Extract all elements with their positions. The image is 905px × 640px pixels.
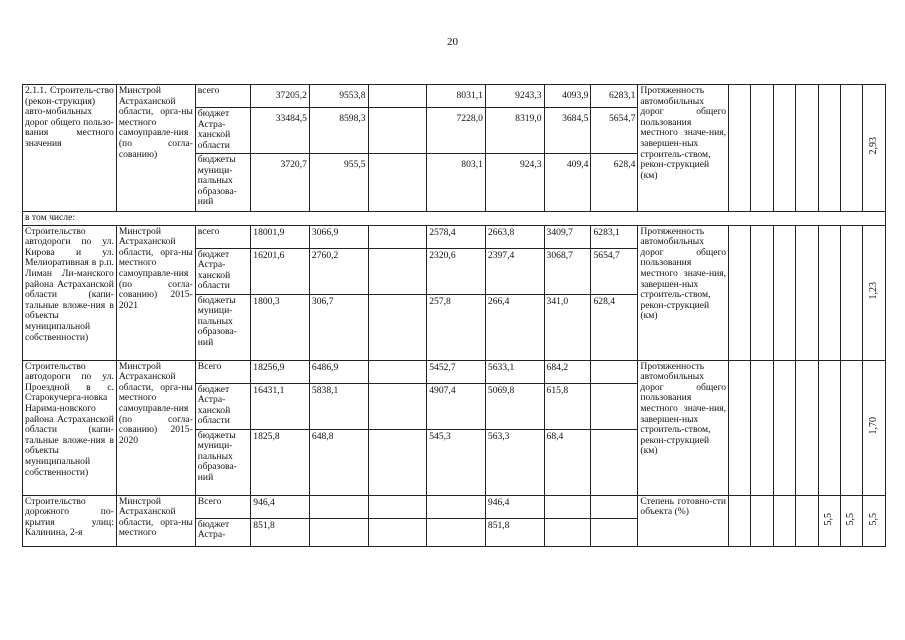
funding-source: бюджет Астра-ханской области [195, 248, 250, 294]
funding-source: бюджеты муници-пальных образова-ний [195, 154, 250, 212]
indicator-value [863, 85, 886, 212]
funding-source: бюджет Астра-ханской области [195, 108, 250, 154]
funding-source: всего [195, 225, 250, 248]
indicator-value [751, 85, 773, 212]
funding-source: бюджет Астра- [195, 518, 250, 546]
indicator-value [751, 360, 773, 495]
amount-cell [544, 518, 591, 546]
funding-source: бюджет Астра-ханской области [195, 383, 250, 429]
indicator-value [773, 85, 795, 212]
amount-cell: 648,8 [309, 429, 368, 495]
indicator-value [773, 360, 795, 495]
amount-cell: 5654,7 [591, 248, 638, 294]
amount-cell: 6283,1 [591, 85, 638, 108]
amount-cell: 4093,9 [544, 85, 591, 108]
amount-cell: 545,3 [427, 429, 486, 495]
measure-name: Строительство дорожного по-крытия улиц: Калинина, 2-я [23, 495, 117, 546]
amount-cell: 1800,3 [251, 294, 310, 360]
indicator-name: Степень готовно-сти объекта (%) [638, 495, 729, 546]
indicator-value [751, 225, 773, 360]
amount-cell: 266,4 [485, 294, 544, 360]
amount-cell: 946,4 [251, 495, 310, 518]
amount-cell: 4907,4 [427, 383, 486, 429]
amount-cell: 684,2 [544, 360, 591, 383]
table-row [23, 85, 886, 108]
amount-cell [368, 518, 427, 546]
subheader-row [23, 212, 886, 226]
amount-cell: 18001,9 [251, 225, 310, 248]
amount-cell: 7228,0 [427, 108, 486, 154]
amount-cell: 946,4 [485, 495, 544, 518]
amount-cell [544, 495, 591, 518]
amount-cell: 37205,2 [251, 85, 310, 108]
amount-cell [591, 518, 638, 546]
amount-cell: 2320,6 [427, 248, 486, 294]
indicator-value [796, 360, 818, 495]
amount-cell: 8319,0 [485, 108, 544, 154]
measure-name: Строительство автодороги по ул. Проездной в с. Старокучерга-новка Наримa-новского района Астраханской области (капи-тальные вложе-ния в объекты муниципальной собственности) [23, 360, 117, 495]
amount-cell: 6486,9 [309, 360, 368, 383]
responsible-org: Минстрой Астраханской области, орга-ны местного самоуправле-ния (по согла-сованию) 2015-2021 [116, 225, 195, 360]
funding-source: всего [195, 85, 250, 108]
indicator-value [729, 495, 751, 546]
amount-cell: 955,5 [309, 154, 368, 212]
amount-cell: 3409,7 [544, 225, 591, 248]
amount-cell: 257,8 [427, 294, 486, 360]
measure-name: Строительство автодороги по ул. Кирова и ул. Мелиоративная в р.п. Лиман Ли-манского района Астраханской области (капи-тальные вложе-ния в объекты муниципальной собственности) [23, 225, 117, 360]
amount-cell: 8031,1 [427, 85, 486, 108]
amount-cell: 68,4 [544, 429, 591, 495]
indicator-value [751, 495, 773, 546]
amount-cell [368, 85, 427, 108]
amount-cell: 5633,1 [485, 360, 544, 383]
indicator-value-text: 5,5 [845, 512, 857, 526]
amount-cell: 306,7 [309, 294, 368, 360]
amount-cell: 16431,1 [251, 383, 310, 429]
amount-cell: 851,8 [251, 518, 310, 546]
amount-cell [427, 518, 486, 546]
indicator-name: Протяженность автомобильных дорог общего пользования местного значе-ния, завершен-ных строитель-ством, рекон-струкцией (км) [638, 360, 729, 495]
indicator-value [863, 360, 886, 495]
amount-cell: 3720,7 [251, 154, 310, 212]
indicator-value [841, 360, 863, 495]
in-that-number-label: в том числе: [23, 212, 886, 226]
indicator-value [796, 495, 818, 546]
table-row [23, 360, 886, 383]
amount-cell: 9553,8 [309, 85, 368, 108]
indicator-value [729, 85, 751, 212]
indicator-value-text: 5,5 [867, 512, 879, 526]
amount-cell: 16201,6 [251, 248, 310, 294]
amount-cell [368, 383, 427, 429]
amount-cell: 9243,3 [485, 85, 544, 108]
table-row [23, 225, 886, 248]
measure-name: 2.1.1. Строитель-ство (рекон-струкция) авто-мобильных дорог общего пользо-вания местного значения [23, 85, 117, 212]
amount-cell [427, 495, 486, 518]
funding-source: бюджеты муници-пальных образова-ний [195, 429, 250, 495]
table-row [23, 495, 886, 518]
amount-cell [309, 518, 368, 546]
amount-cell: 924,3 [485, 154, 544, 212]
amount-cell: 5838,1 [309, 383, 368, 429]
indicator-value [841, 495, 863, 546]
amount-cell [309, 495, 368, 518]
indicator-value [818, 360, 840, 495]
indicator-value [818, 495, 840, 546]
indicator-value [729, 360, 751, 495]
amount-cell [368, 294, 427, 360]
amount-cell: 2578,4 [427, 225, 486, 248]
indicator-value [729, 225, 751, 360]
indicator-value-text: 1,70 [867, 417, 879, 435]
indicator-value [796, 85, 818, 212]
amount-cell: 6283,1 [591, 225, 638, 248]
responsible-org: Минстрой Астраханской области, орга-ны местного самоуправле-ния (по согла-сованию) [116, 85, 195, 212]
amount-cell [368, 360, 427, 383]
indicator-value [796, 225, 818, 360]
indicator-value-text: 1,23 [867, 282, 879, 300]
amount-cell: 3684,5 [544, 108, 591, 154]
amount-cell [368, 108, 427, 154]
program-table [22, 84, 886, 547]
indicator-value [863, 225, 886, 360]
amount-cell [591, 383, 638, 429]
amount-cell: 615,8 [544, 383, 591, 429]
amount-cell: 5654,7 [591, 108, 638, 154]
amount-cell: 1825,8 [251, 429, 310, 495]
amount-cell: 2760,2 [309, 248, 368, 294]
responsible-org: Минстрой Астраханской области, орга-ны местного самоуправле-ния (по согла-сованию) 2015-2020 [116, 360, 195, 495]
indicator-value [818, 85, 840, 212]
amount-cell: 18256,9 [251, 360, 310, 383]
amount-cell: 2397,4 [485, 248, 544, 294]
amount-cell: 3066,9 [309, 225, 368, 248]
amount-cell: 628,4 [591, 154, 638, 212]
amount-cell: 5069,8 [485, 383, 544, 429]
indicator-value-text: 2,93 [867, 137, 879, 155]
indicator-value [863, 495, 886, 546]
indicator-value-text: 5,5 [823, 512, 835, 526]
amount-cell: 563,3 [485, 429, 544, 495]
amount-cell [368, 429, 427, 495]
amount-cell [591, 495, 638, 518]
amount-cell: 341,0 [544, 294, 591, 360]
indicator-value [818, 225, 840, 360]
funding-source: бюджеты муници-пальных образова-ний [195, 294, 250, 360]
funding-source: Всего [195, 495, 250, 518]
amount-cell: 628,4 [591, 294, 638, 360]
indicator-value [841, 225, 863, 360]
indicator-value [841, 85, 863, 212]
amount-cell [591, 429, 638, 495]
amount-cell: 3068,7 [544, 248, 591, 294]
amount-cell: 5452,7 [427, 360, 486, 383]
amount-cell: 8598,3 [309, 108, 368, 154]
funding-source: Всего [195, 360, 250, 383]
amount-cell: 851,8 [485, 518, 544, 546]
indicator-value [773, 225, 795, 360]
indicator-value [773, 495, 795, 546]
amount-cell: 33484,5 [251, 108, 310, 154]
amount-cell: 2663,8 [485, 225, 544, 248]
amount-cell: 409,4 [544, 154, 591, 212]
amount-cell [368, 225, 427, 248]
amount-cell [368, 495, 427, 518]
indicator-name: Протяженность автомобильных дорог общего пользования местного значе-ния, завершен-ных строитель-ством, рекон-струкцией (км) [638, 225, 729, 360]
page-number: 20 [447, 36, 458, 48]
amount-cell [591, 360, 638, 383]
indicator-name: Протяженность автомобильных дорог общего пользования местного значе-ния, завершен-ных строитель-ством, рекон-струкцией (км) [638, 85, 729, 212]
responsible-org: Минстрой Астраханской области, орга-ны местного [116, 495, 195, 546]
amount-cell [368, 154, 427, 212]
amount-cell: 803,1 [427, 154, 486, 212]
amount-cell [368, 248, 427, 294]
